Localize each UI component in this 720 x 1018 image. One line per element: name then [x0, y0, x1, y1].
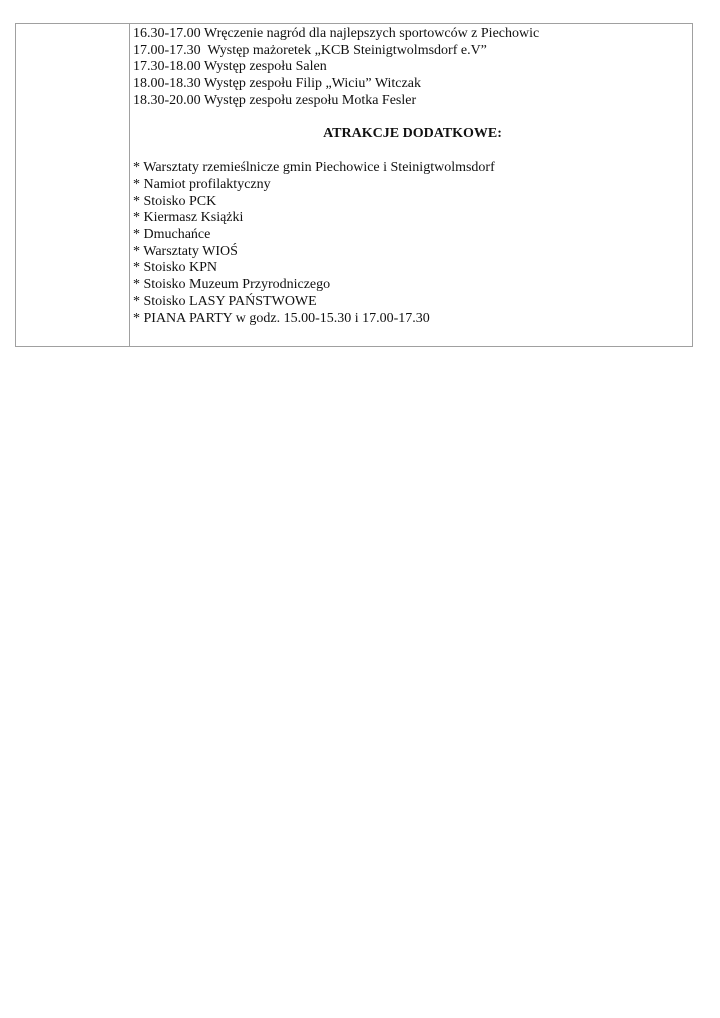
table-cell-empty — [16, 24, 130, 346]
attraction-item: * Namiot profilaktyczny — [133, 176, 271, 192]
attraction-item: * Stoisko Muzeum Przyrodniczego — [133, 277, 331, 293]
schedule-item: 17.00-17.30 Występ mażoretek „KCB Steinigtwolmsdorf e.V” — [133, 42, 487, 58]
attraction-item: * Stoisko PCK — [133, 193, 217, 209]
attractions-list — [133, 160, 692, 327]
attraction-item: * PIANA PARTY w godz. 15.00-15.30 i 17.00-17.30 — [133, 310, 430, 326]
attraction-item: * Dmuchańce — [133, 227, 211, 243]
attraction-item: * Stoisko KPN — [133, 260, 218, 276]
schedule-item: 16.30-17.00 Wręczenie nagród dla najlepszych sportowców z Piechowic — [133, 26, 540, 41]
schedule-list — [133, 26, 692, 110]
attraction-item: * Stoisko LASY PAŃSTWOWE — [133, 293, 317, 309]
attractions-heading: ATRAKCJE DODATKOWE: — [323, 125, 502, 141]
attraction-item: * Kiermasz Książki — [133, 210, 244, 226]
program-table — [15, 23, 693, 347]
attraction-item: * Warsztaty WIOŚ — [133, 243, 238, 259]
schedule-item: 17.30-18.00 Występ zespołu Salen — [133, 59, 327, 75]
schedule-item: 18.00-18.30 Występ zespołu Filip „Wiciu” Witczak — [133, 76, 421, 92]
attraction-item: * Warsztaty rzemieślnicze gmin Piechowice i Steinigtwolmsdorf — [133, 160, 495, 176]
table-cell-program — [130, 24, 692, 346]
schedule-item: 18.30-20.00 Występ zespołu zespołu Motka Fesler — [133, 92, 417, 108]
